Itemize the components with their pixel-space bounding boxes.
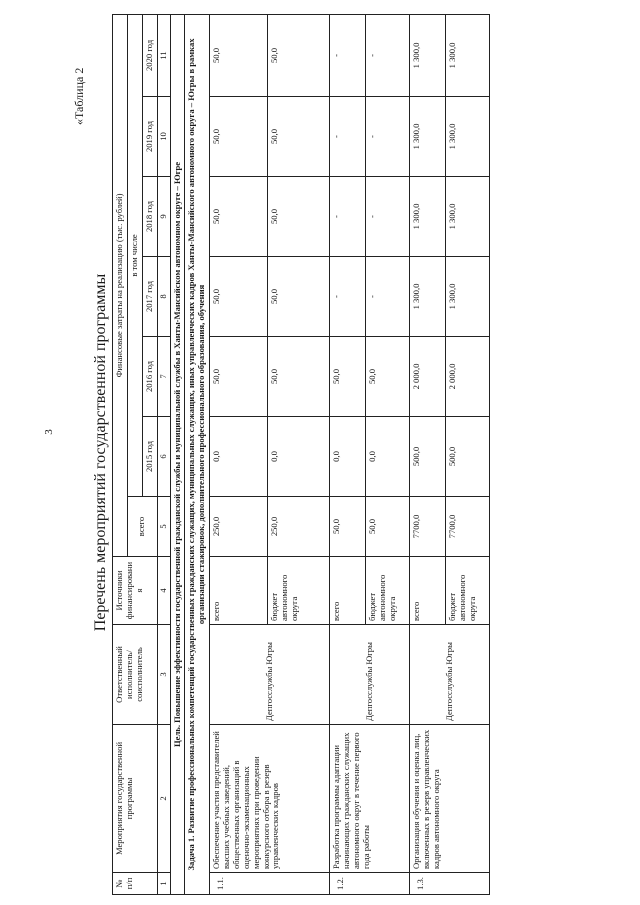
column-index: 4 <box>157 557 170 625</box>
row-number: 1.1. <box>210 873 330 895</box>
cost-2018: 50,0 <box>268 177 330 257</box>
cost-2015: 0,0 <box>210 417 268 497</box>
header-year: 2018 год <box>142 177 157 257</box>
cost-2015: 0,0 <box>268 417 330 497</box>
column-index: 6 <box>157 417 170 497</box>
measure-name: Организация обучения и оценка лиц, включенных в резерв управленческих кадров автономного округа <box>410 725 490 873</box>
cost-2017: 50,0 <box>268 257 330 337</box>
cost-total: 250,0 <box>210 497 268 557</box>
cost-2020: 1 300,0 <box>410 14 446 96</box>
table-label: «Таблица 2 <box>72 67 86 125</box>
header-source: Источники финансировани я <box>113 557 158 625</box>
cost-2020: - <box>330 14 366 96</box>
cost-2016: 50,0 <box>366 337 410 417</box>
executor: Депгосслужбы Югры <box>330 625 410 725</box>
cost-2019: - <box>366 97 410 177</box>
document-title: Перечень мероприятий государственной программы <box>92 273 109 632</box>
column-index: 1 <box>157 873 170 895</box>
column-index: 7 <box>157 337 170 417</box>
cost-total: 250,0 <box>268 497 330 557</box>
header-year: 2015 год <box>142 417 157 497</box>
cost-2018: - <box>366 177 410 257</box>
cost-2020: - <box>366 14 410 96</box>
cost-2018: 1 300,0 <box>410 177 446 257</box>
funding-source: бюджет автономного округа <box>366 557 410 625</box>
cost-2019: 50,0 <box>268 97 330 177</box>
table-row <box>330 14 366 894</box>
row-number: 1.2. <box>330 873 410 895</box>
cost-2017: 50,0 <box>210 257 268 337</box>
column-index: 10 <box>157 97 170 177</box>
column-index: 2 <box>157 725 170 873</box>
funding-source: бюджет автономного округа <box>268 557 330 625</box>
header-year: 2019 год <box>142 97 157 177</box>
row-number: 1.3. <box>410 873 490 895</box>
cost-2016: 50,0 <box>268 337 330 417</box>
column-index: 9 <box>157 177 170 257</box>
cost-2019: 1 300,0 <box>446 97 490 177</box>
cost-2016: 50,0 <box>210 337 268 417</box>
cost-2017: - <box>366 257 410 337</box>
executor: Депгосслужбы Югры <box>210 625 330 725</box>
cost-total: 50,0 <box>330 497 366 557</box>
cost-2020: 50,0 <box>268 14 330 96</box>
cost-2017: 1 300,0 <box>446 257 490 337</box>
cost-2018: 1 300,0 <box>446 177 490 257</box>
measures-table <box>112 14 490 895</box>
cost-2015: 0,0 <box>366 417 410 497</box>
column-index: 3 <box>157 625 170 725</box>
measure-name: Обеспечение участия представителей высших учебных заведений, общественных организаций в оценочно-экзаменационных мероприятиях при проведении конкурсного отбора в резерв управленческих кадров <box>210 725 330 873</box>
cost-2020: 1 300,0 <box>446 14 490 96</box>
cost-2015: 0,0 <box>330 417 366 497</box>
funding-source: всего <box>410 557 446 625</box>
header-num: № п/п <box>113 873 158 895</box>
goal-text: Цель. Повышение эффективности государственной гражданской службы и муниципальной службы в Ханты-Мансийском автономном округе – Югре <box>170 14 185 894</box>
cost-2016: 2 000,0 <box>410 337 446 417</box>
header-year: 2020 год <box>142 14 157 96</box>
measure-name: Разработка программы адаптации начинающих гражданских служащих автономного округ в течение первого года работы <box>330 725 410 873</box>
funding-source: бюджет автономного округа <box>446 557 490 625</box>
header-including: в том числе <box>127 14 142 496</box>
header-total: всего <box>127 497 157 557</box>
table-row <box>210 14 268 894</box>
cost-total: 7700,0 <box>446 497 490 557</box>
task-text: Задача 1. Развитие профессиональных компетенций государственных гражданских служащих, муниципальных служащих, иных управленческих кадров Ханты-Мансийского автономного округа – Югры в рамках организации стажировок, дополнительного профессионального образования, обучения <box>185 14 210 894</box>
cost-2019: - <box>330 97 366 177</box>
goal-row <box>170 14 185 894</box>
cost-total: 50,0 <box>366 497 410 557</box>
cost-2015: 500,0 <box>446 417 490 497</box>
funding-source: всего <box>210 557 268 625</box>
task-row <box>185 14 210 894</box>
cost-2016: 2 000,0 <box>446 337 490 417</box>
cost-2020: 50,0 <box>210 14 268 96</box>
cost-2016: 50,0 <box>330 337 366 417</box>
page-number: 3 <box>42 429 55 435</box>
cost-2018: - <box>330 177 366 257</box>
cost-2019: 1 300,0 <box>410 97 446 177</box>
header-costs: Финансовые затраты на реализацию (тыс. рублей) <box>113 14 128 556</box>
column-index: 11 <box>157 14 170 96</box>
cost-2015: 500,0 <box>410 417 446 497</box>
table-row <box>410 14 446 894</box>
column-index: 8 <box>157 257 170 337</box>
cost-2017: 1 300,0 <box>410 257 446 337</box>
cost-total: 7700,0 <box>410 497 446 557</box>
cost-2017: - <box>330 257 366 337</box>
header-year: 2017 год <box>142 257 157 337</box>
header-measure: Мероприятия государственной программы <box>113 725 158 873</box>
header-executor: Ответственный исполнитель/ соисполнитель <box>113 625 158 725</box>
executor: Депгосслужбы Югры <box>410 625 490 725</box>
header-row <box>113 14 128 894</box>
column-index-row <box>157 14 170 894</box>
cost-2019: 50,0 <box>210 97 268 177</box>
header-year: 2016 год <box>142 337 157 417</box>
funding-source: всего <box>330 557 366 625</box>
column-index: 5 <box>157 497 170 557</box>
cost-2018: 50,0 <box>210 177 268 257</box>
